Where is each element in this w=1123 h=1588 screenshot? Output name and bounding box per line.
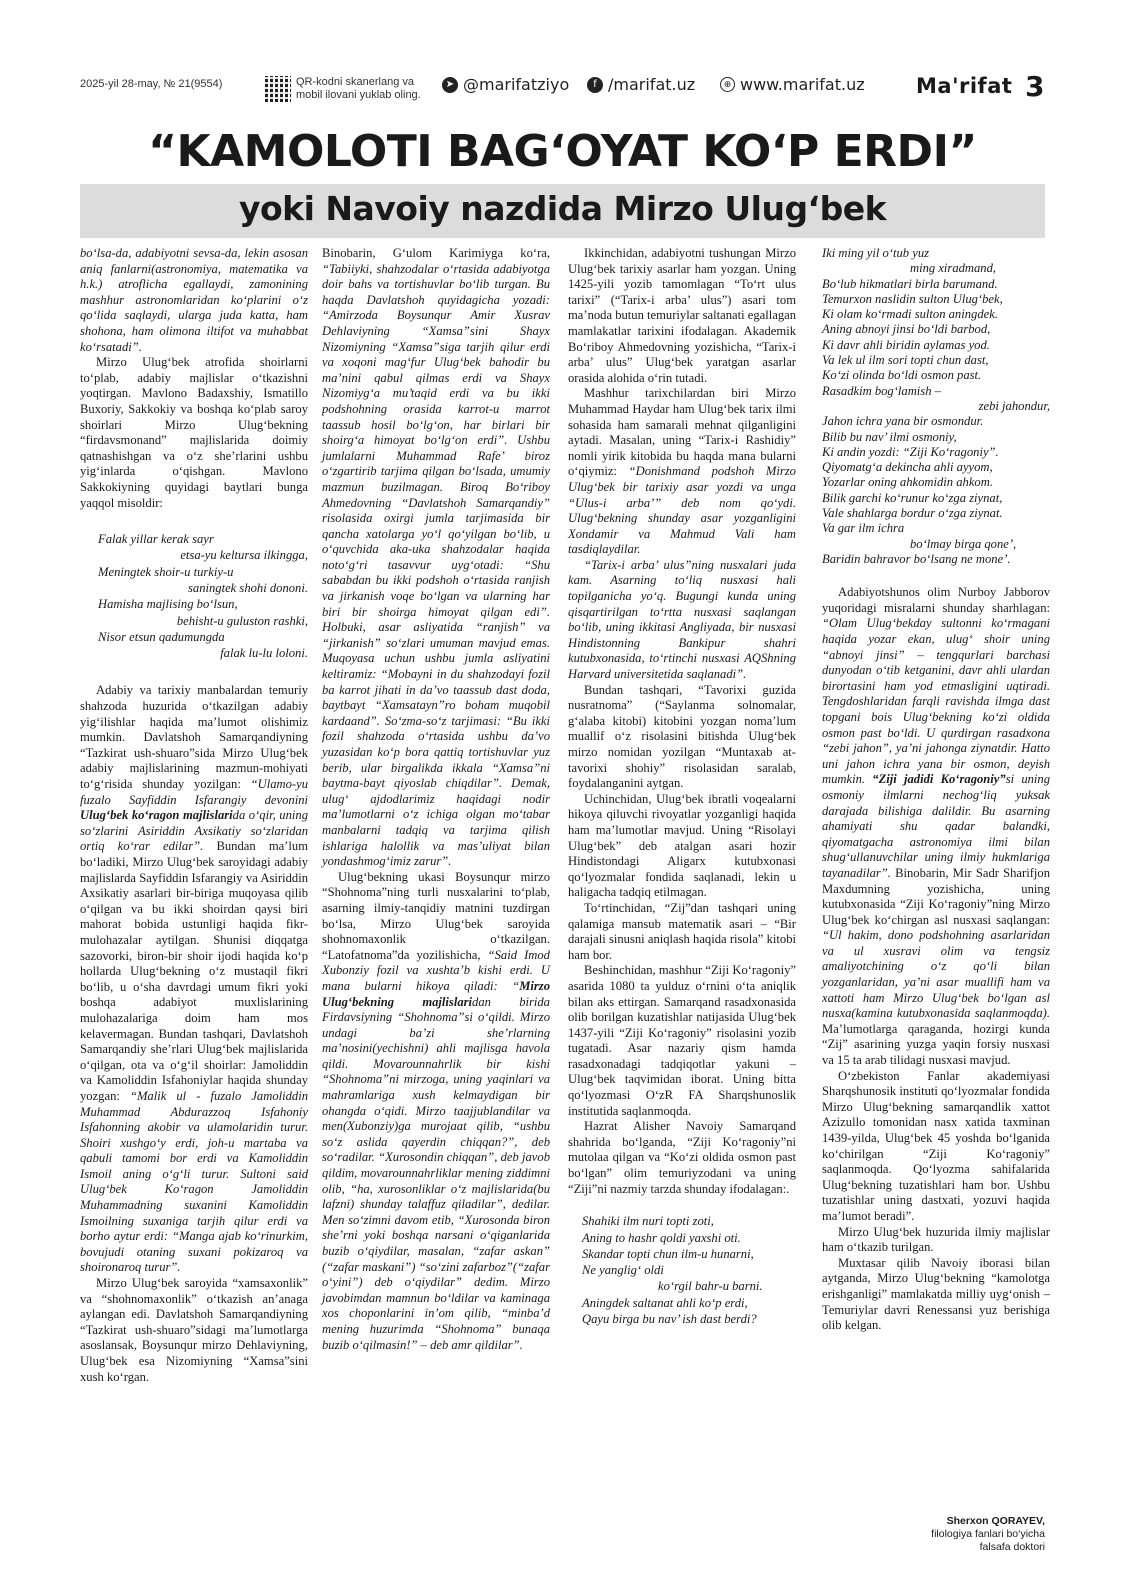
paragraph: Binobarin, G‘ulom Karimiyga ko‘ra, “Tabiiyki, shahzodalar o‘rtasida adabiyotga doir bahs va tortishuvlar bo‘lib turgan. Bu haqda Davlatshoh quyidagicha yozadi: “Amirzoda Boysunqur Amir Xusrav Dehlaviyning “Xamsa”sini Shayx Nizomiyning “Xamsa”siga tarjih qilur erdi va xoqoni mag‘fur Ulug‘bek bahodir bu ma’nini qabul qilmas erdi va Shayx Nizomiyg‘a mu’taqid erdi va bu ikki podshohning orasida karrot-u marrot taassub hosil bo‘lg‘on, har birlari bir shoirg‘a himoyat bo‘lg‘on erdi”. Ushbu jumlalarni Muhammad Rafe’ biroz o‘zgartirib tarjima qilgan bo‘lsada, umumiy mazmun buzilmagan. Biroq Bo‘riboy Ahmedovning “Davlatshoh Samarqandiy” risolasida oxirgi jumla tarjimasida bir qancha xatolarga yo‘l qo‘yilgan bo‘lib, u o‘quvchida aka-uka shahzodalar haqida noto‘g‘ri tasavvur uyg‘otadi: “Shu sababdan bu ikki podshoh o‘rtasida ranjish va jirkanish voqe bo‘lgan va ularning har biri bir shoirga himoyat qilgan edi”. Holbuki, asar asliyatida “ranjish” va “jirkanish” so‘zlari umuman mavjud emas. Muqoyasa uchun ushbu jumla asliyatini keltiramiz: “Mobayni in du shahzodayi fozil ba karrot jihati in da’vo taassub dast doda, baytbayt “Xamsatayn”ro boham muqobil kardaand”. So‘zma-so‘z tarjimasi: “Bu ikki fozil shahzoda o‘rtasida ushbu da’vo yuzasidan ko‘p bora qattiq tortishuvlar yuz berib, ular birgalikda ikkala “Xamsa”ni baytma-bayt qiyoslab chiqdilar”. Demak, ulug‘ ajdodlarimiz haqidagi nodir ma’lumotlarni o‘z ichiga olgan mo‘tabar manbalarni tadqiq va tarjima qilish ishlariga halollik va mas’uliyat bilan yondashmog‘imiz zarur”. bbox=[322, 246, 550, 869]
poem-line: Rasadkim bog‘lamish – bbox=[822, 383, 941, 398]
poem-line: Aningdek saltanat ahli ko‘p erdi, bbox=[582, 1295, 748, 1310]
poem-line: falak lu-lu loloni. bbox=[220, 646, 308, 661]
website-link[interactable] bbox=[720, 75, 865, 94]
website-url: www.marifat.uz bbox=[740, 75, 865, 94]
paragraph: O‘zbekiston Fanlar akademiyasi Sharqshunosik instituti qo‘lyozmalar fondida Mirzo Ulug‘bekning samarqandlik xattot Azizullo tomonidan nasx xatida taxminan 1439-yilda, Ulug‘bek 45 yoshda bo‘lganida ko‘chirilgan “Ziji Ko‘ragoniy” saqlanmoqda. Qo‘lyozma sahifalarida Ulug‘bekning tuzatishlari ham bor. Ushbu tuzatishlar uning dastxati, yozuvi haqida ma’lumot beradi”. bbox=[822, 1068, 1050, 1223]
author-title: falsafa doktori bbox=[979, 1541, 1045, 1553]
paragraph: Bundan tashqari, “Tavorixi guzida nusratnoma” (“Saylanma solnomalar, g‘alaba kitobi) kitobini yozgan noma’lum muallif o‘z risolasini bitishda Ulug‘bek mirzo nomidan yozilgan “Muntaxab at-tavorixi shohiy” risolasidan saralab, foydalanganini aytgan. bbox=[568, 682, 796, 791]
paragraph: Muxtasar qilib Navoiy iborasi bilan aytganda, Mirzo Ulug‘bekning “kamolotga erishganligi” mamlakatda milliy uyg‘onish – Temuriylar davri Renessansi yuz berishiga olib kelgan. bbox=[822, 1255, 1050, 1333]
paragraph: Beshinchidan, mashhur “Ziji Ko‘ragoniy” asarida 1080 ta yulduz o‘rnini o‘ta aniqlik bilan aks ettirgan. Samarqand rasadxonasida olib borilgan kuzatishlar natijasida Ulug‘bek 1437-yili “Ziji Ko‘ragoniy” risolasini yozib tugatadi. Asar nazariy qism hamda rasadxonadagi tadqiqotlar yakuni – Ulug‘bek taqvimidan iborat. Uning bitta qo‘lyozmasi O‘zR FA Sharqshunoslik institutida saqlanmoqda. bbox=[568, 963, 796, 1118]
paragraph: Uchinchidan, Ulug‘bek ibratli voqealarni hikoya qiluvchi rivoyatlar yozganligi haqida ham ma’lumotlar mavjud. Uning “Risolayi Ulug‘bek” deb atalgan asari hozir Hindistondagi Aligarx kutubxonasi qo‘lyozmalar fondida saqlanadi, lekin u haligacha tadqiq etilmagan. bbox=[568, 791, 796, 900]
poem-line: Bilib bu nav’ ilmi osmoniy, bbox=[822, 429, 957, 444]
poem-line: saningtek shohi dononi. bbox=[188, 580, 308, 595]
poem-line: bo‘lmay birga qone’, bbox=[910, 536, 1017, 551]
paragraph: Hazrat Alisher Navoiy Samarqand shahrida bo‘lganda, “Ziji Ko‘ragoniy”ni mutolaa qilgan va “Ko‘zi oldida osmon past bo‘lgan” olim temuriyzodani va uning “Ziji”ni nazmiy tarzda shunday ifodalagan:. bbox=[568, 1119, 796, 1196]
poem-line: Bo‘lub hikmatlari birla barumand. bbox=[822, 276, 998, 291]
paragraph: Adabiy va tarixiy manbalardan temuriy shahzoda huzurida o‘tkazilgan adabiy yig‘ilishlar haqida ma’lumot olishimiz mumkin. Davlatshoh Samarqandiyning “Tazkirat ush-shuaro”sida Mirzo Ulug‘bek adabiy majlislarining mazmun-mohiyati to‘g‘risida shunday yozilgan: “Ulamo-yu fuzalo Sayfiddin Isfarangiy devonini Ulug‘bek ko‘ragon majlislarida o‘qir, uning so‘zlarini Asiriddin Axsikatiy so‘zlaridan ortiq ko‘rar edilar”. Bundan ma’lum bo‘ladiki, Mirzo Ulug‘bek saroyidagi adabiy majlislarda Sayfiddin Isfarangiy va Asiriddin Axsikatiy asarlari bir-biriga muqoyasa qilib o‘qilgan va bu ikki shoirdan qaysi biri mahorat bobida ustunligi haqida fikr-mulohazalar aytilgan. Shunisi diqqatga sazovorki, biron-bir shoir ijodi haqida ko‘p hollarda Ulug‘bekning o‘z mustaqil fikri bo‘lib, u o‘sha davrdagi umum fikri yoki boshqa adabiyot muxlislarining mulohazalariga doim ham mos kelavermagan. Bundan tashqari, Davlatshoh Samarqandiy she’rlari Ulug‘bek majlislarida o‘qilgan, ota va o‘g‘il shoirlar: Jamoliddin va Kamoliddin Isfahoniylar haqida shunday yozgan: “Malik ul - fuzalo Jamoliddin Muhammad Abdurazzoq Isfahoniy Isfahonning akobir va ulamolaridin turur. Shoiri xushgo‘y erdi, joh-u martaba va qabuli tamomi bor erdi va Kamoliddin Ismoil aning o‘g‘li turur. Sultoni said Ulug‘bek Ko‘ragon Jamoliddin Muhammadning suxanini Kamoliddin Ismoilning suxaniga tarjih qilur erdi va borho aytur erdi: “Manga ajab ko‘rinurkim, bovujudi otaning suxani pokizaroq va shoironaroq turur”. bbox=[80, 683, 309, 1275]
poem-line: Falak yillar kerak sayr bbox=[98, 532, 214, 547]
poem-line: Shahiki ilm nuri topti zoti, bbox=[582, 1214, 714, 1229]
paragraph: Ulug‘bekning ukasi Boysunqur mirzo “Shohnoma”ning turli nusxalarini to‘plab, asarning ilmiy-tanqidiy matnini tuzdirgan bo‘lsa, Mirzo Ulug‘bek saroyida shohnomaxonlik o‘tkazilgan. “Latofatnoma”da yozilishicha, “Said Imod Xubonziy fozil va xushta’b kishi erdi. U mana bularni hikoya qiladi: “Mirzo Ulug‘bekning majlislaridan birida Firdavsiyning “Shohnoma”si o‘qildi. Mirzo undagi ba’zi she’rlarning ma’nosini(yechishni) ahli majlisga havola qildi. Movarounnahrlik bir kishi “Shohnoma”ni mirzoga, uning yaqinlari va mahramlariga xush kelmaydigan bir ohangda o‘qidi. Mirzo taajjublandilar va men(Xubonziy)ga murojaat qilib, “ushbu so‘z aslida qayerdin chiqqan?”, deb so‘radilar. “Xurosondin chiqqan”, deb javob qildim, movarounnahrliklar mening ziddimni olib, “ha, xurosonliklar o‘z majlislarida(bu lafzni) shunday talaffuz qiladilar”, dedilar. Men so‘zimni davom etib, “Xurosonda biron she’rni yoki boshqa narsani o‘qiganlarida buzib o‘qiydilar, masalan, “zafar askan” (“zafar maskani”) “so‘zini zafarboz”(“zafar o‘yini”) deb o‘qiydilar” dedim. Mirzo javobimdan mamnun bo‘ldilar va kaminaga xos choponlarini in’om qilib, “minba’d mening huzurimda “Shohnoma” bunaqa buzib o‘qilmasin!” – deb amr qildilar”. bbox=[322, 869, 550, 1352]
page-number: 3 bbox=[1025, 70, 1045, 103]
poem-sakkokiy bbox=[80, 531, 308, 661]
facebook-link[interactable] bbox=[587, 75, 695, 94]
author-title: filologiya fanlari bo‘yicha bbox=[931, 1528, 1045, 1540]
paragraph: bo‘lsa-da, adabiyotni sevsa-da, lekin asosan aniq fanlarni(astronomiya, matematika va h.k.) atroflicha egallaydi, zamonining mashhur astronomlaridan ko‘plarini o‘z qo‘lida saqlaydi, ularga juda katta, ham shohona, ham olimona iltifot va muhabbat ko‘rsatadi”. bbox=[80, 246, 308, 354]
poem-line: Yozarlar oning ahkomidin ahkom. bbox=[822, 475, 993, 490]
poem-line: Baridin bahravor bo‘lsang ne mone’. bbox=[822, 551, 1011, 566]
poem-line: Iki ming yil o‘tub yuz bbox=[822, 246, 930, 260]
author-signature bbox=[860, 1515, 1045, 1554]
poem-line: behisht-u guluston rashki, bbox=[176, 613, 308, 628]
article-column-2 bbox=[322, 246, 550, 1353]
poem-line: etsa-yu keltursa ilkingga, bbox=[180, 548, 308, 563]
paragraph: Mashhur tarixchilardan biri Mirzo Muhammad Haydar ham Ulug‘bek tarix ilmi sohasida ham samarali mehnat qilganligini aytadi. Masalan, uning “Tarix-i Rashidiy” nomli yirik kitobida bu haqda mana bularni o‘qiymiz: “Donishmand podshoh Mirzo Ulug‘bek bir tarixiy asar yozdi va unga “Ulus-i arba’” deb nom qo‘ydi. Ulug‘bekning shunday asar yozganligini Xondamir va Mahmud Vali ham tasdiqlaydilar. bbox=[568, 386, 796, 557]
poem-line: Ne yanglig‘ oldi bbox=[582, 1263, 664, 1278]
poem-line: Qayu birga bu nav’ ish dast berdi? bbox=[582, 1312, 757, 1326]
article-subtitle: yoki Navoiy nazdida Mirzo Ulug‘bek bbox=[238, 189, 887, 228]
poem-line: Skandar topti chun ilm-u hunarni, bbox=[582, 1246, 754, 1261]
telegram-icon: ➤ bbox=[442, 77, 458, 93]
poem-line: Vale shahlarga bordur o‘zga ziynat. bbox=[822, 506, 1003, 521]
poem-line: Va gar ilm ichra bbox=[822, 521, 905, 536]
poem-line: ko‘rgil bahr-u barni. bbox=[658, 1279, 763, 1294]
poem-navoiy-2 bbox=[822, 246, 1050, 567]
paragraph: Ikkinchidan, adabiyotni tushungan Mirzo Ulug‘bek tarixiy asarlar ham yozgan. Uning 1425-yili yozib tamomlagan “To‘rt ulus tarixi” (“Tarix-i arba’ ulus”) asari tom ma’noda butun temuriylar saltanati egallagan mamlakatlar tarixini ifodalagan. Akademik Bo‘riboy Ahmedovning yozishicha, “Tarix-i arba’ ulus” Ulug‘bek yaratgan asarlar orasida alohida o‘rin tutadi. bbox=[568, 246, 797, 385]
telegram-handle: @marifatziyo bbox=[463, 75, 570, 94]
globe-icon: ⊕ bbox=[720, 77, 735, 92]
poem-line: Ko‘zi olinda bo‘ldi osmon past. bbox=[822, 368, 982, 383]
article-column-3 bbox=[568, 246, 796, 1349]
subtitle-bar bbox=[80, 184, 1045, 238]
paragraph: Mirzo Ulug‘bek atrofida shoirlarni to‘plab, adabiy majlislar o‘tkazishni yoqtirgan. Mavlono Badaxshiy, Ismatillo Buxoriy, Sakkokiy va boshqa ko‘plab saroy shoirlari Mirzo Ulug‘bekning “firdavsmonand” majlislarida doimiy qatnashishgan va o‘z she’rlarini ushbu yig‘inlarda o‘qishgan. Mavlono Sakkokiyning quyidagi baytlari bunga yaqqol misoldir: bbox=[80, 355, 308, 510]
poem-line: Temurxon naslidin sulton Ulug‘bek, bbox=[822, 291, 1003, 306]
facebook-handle: /marifat.uz bbox=[608, 75, 696, 94]
article-title: “KAMOLOTI BAG‘OYAT KO‘P ERDI” bbox=[148, 126, 977, 177]
poem-navoiy-1 bbox=[568, 1213, 796, 1327]
qr-block[interactable] bbox=[265, 76, 421, 102]
poem-line: Aning abnoyi jinsi bo‘ldi barbod, bbox=[822, 322, 991, 337]
poem-line: Aning to hashr qoldi yaxshi oti. bbox=[582, 1230, 741, 1245]
page-header bbox=[80, 72, 1045, 108]
qr-text-line1: QR-kodni skanerlang va bbox=[296, 76, 415, 88]
paragraph: To‘rtinchidan, “Zij”dan tashqari uning qalamiga mansub matematik asari – “Bir darajali sinusni aniqlash haqida risola” kitobi ham bor. bbox=[568, 900, 796, 962]
paragraph: Mirzo Ulug‘bek saroyida “xamsaxonlik” va “shohnomaxonlik” o‘tkazish an’anaga aylangan edi. Davlatshoh Samarqandiyning “Tazkirat ush-shuaro”sidagi ma’lumotlarga asoslansak, Boysunqur mirzo Dehlaviyning, Ulug‘bek esa Nizomiyning “Xamsa”sini xush ko‘rgan. bbox=[80, 1276, 308, 1384]
author-name: Sherxon QORAYEV, bbox=[946, 1515, 1045, 1527]
telegram-link[interactable] bbox=[442, 75, 569, 94]
poem-line: Hamisha majlising bo‘lsun, bbox=[98, 597, 238, 612]
article-column-4 bbox=[822, 246, 1050, 1334]
poem-line: Ki andin yozdi: “Ziji Ko‘ragoniy”. bbox=[822, 444, 999, 459]
qr-text-line2: mobil ilovani yuklab oling. bbox=[296, 89, 421, 101]
article-column-1 bbox=[80, 246, 308, 1385]
paragraph: “Tarix-i arba’ ulus”ning nusxalari juda kam. Asarning to‘liq nusxasi hali topilganicha yo‘q. Bugungi kunda uning qisqartirilgan to‘rtta nusxasi saqlangan bo‘lib, uning ikkitasi Angliyada, bir nusxasi Hindistonning Bankipur shahri kutubxonasida, to‘rtinchi nusxasi AQShning Harvard universitetida saqlanadi”. bbox=[568, 557, 796, 682]
poem-line: Ki olam ko‘rmadi sulton aningdek. bbox=[822, 307, 998, 322]
poem-line: ming xiradmand, bbox=[910, 261, 997, 276]
poem-line: Qiyomatg‘a dekincha ahli ayyom, bbox=[822, 460, 993, 475]
poem-line: Meningtek shoir-u turkiy-u bbox=[98, 564, 234, 579]
poem-line: zebi jahondur, bbox=[978, 398, 1050, 413]
poem-line: Bilik garchi ko‘runur ko‘zga ziynat, bbox=[822, 490, 1003, 505]
paragraph: Mirzo Ulug‘bek huzurida ilmiy majlislar ham o‘tkazib turilgan. bbox=[822, 1224, 1050, 1255]
poem-line: Jahon ichra yana bir osmondur. bbox=[822, 414, 984, 429]
qr-code-icon[interactable] bbox=[265, 76, 291, 102]
newspaper-logo: Ma'rifat bbox=[916, 74, 1013, 98]
facebook-icon: f bbox=[587, 77, 603, 93]
issue-date: 2025-yil 28-may, № 21(9554) bbox=[80, 78, 223, 90]
paragraph: Adabiyotshunos olim Nurboy Jabborov yuqoridagi misralarni shunday sharhlagan: “Olam Ulug‘bekday sultonni ko‘rmagani haqida yozar ekan, ulug‘ shoir uning “abnoyi jinsi” – tengqurlari barchasi dunyodan o‘tib ketganini, davr ahli ulardan birortasini ham yod etmasligini uqtiradi. Tengdoshlaridan farqli ravishda ilmga dast topgani bois Ulug‘bekning ko‘zi oldida osmon past bo‘ldi. U qurdirgan rasadxona “zebi jahon”, ya’ni jahonga ziynatdir. Hatto uni jahon ichra yana bir osmon, deyish mumkin. “Ziji jadidi Ko‘ragoniy”si uning osmoniy ilmlarni nechog‘liq yuksak darajada bilishiga dalildir. Bu asarning ahamiyati shu qadar balandki, qiyomatgacha astronomiya ilmi bilan shug‘ullanuvchilar uning ilmiy hukmlariga tayanadilar”. Binobarin, Mir Sadr Sharifjon Maxdumning yozishicha, uning kutubxonasida “Ziji Ko‘ragoniy”ning Mirzo Ulug‘bek ko‘chirgan asl nusxasi saqlangan: “Ul hakim, dono podshohning asarlaridan va ul xusravi olim va tengsiz amaliyotchining o‘z qo‘li bilan yozganlaridan, ya’ni asar muallifi ham va xattoti ham Mirzo Ulug‘bek bo‘lgan asl nusxa(kamina kutubxonasida saqlanmoqda). Ma’lumotlarga qaraganda, hozirgi kunda “Zij” asarining yuzga yaqin forsiy nusxasi va 15 ta arab tilidagi nusxasi mavjud. bbox=[822, 585, 1051, 1068]
poem-line: Va lek ul ilm sori topti chun dast, bbox=[822, 353, 989, 368]
poem-line: Nisor etsun qadumungda bbox=[98, 629, 225, 644]
poem-line: Ki davr ahli biridin aylamas yod. bbox=[822, 337, 990, 352]
